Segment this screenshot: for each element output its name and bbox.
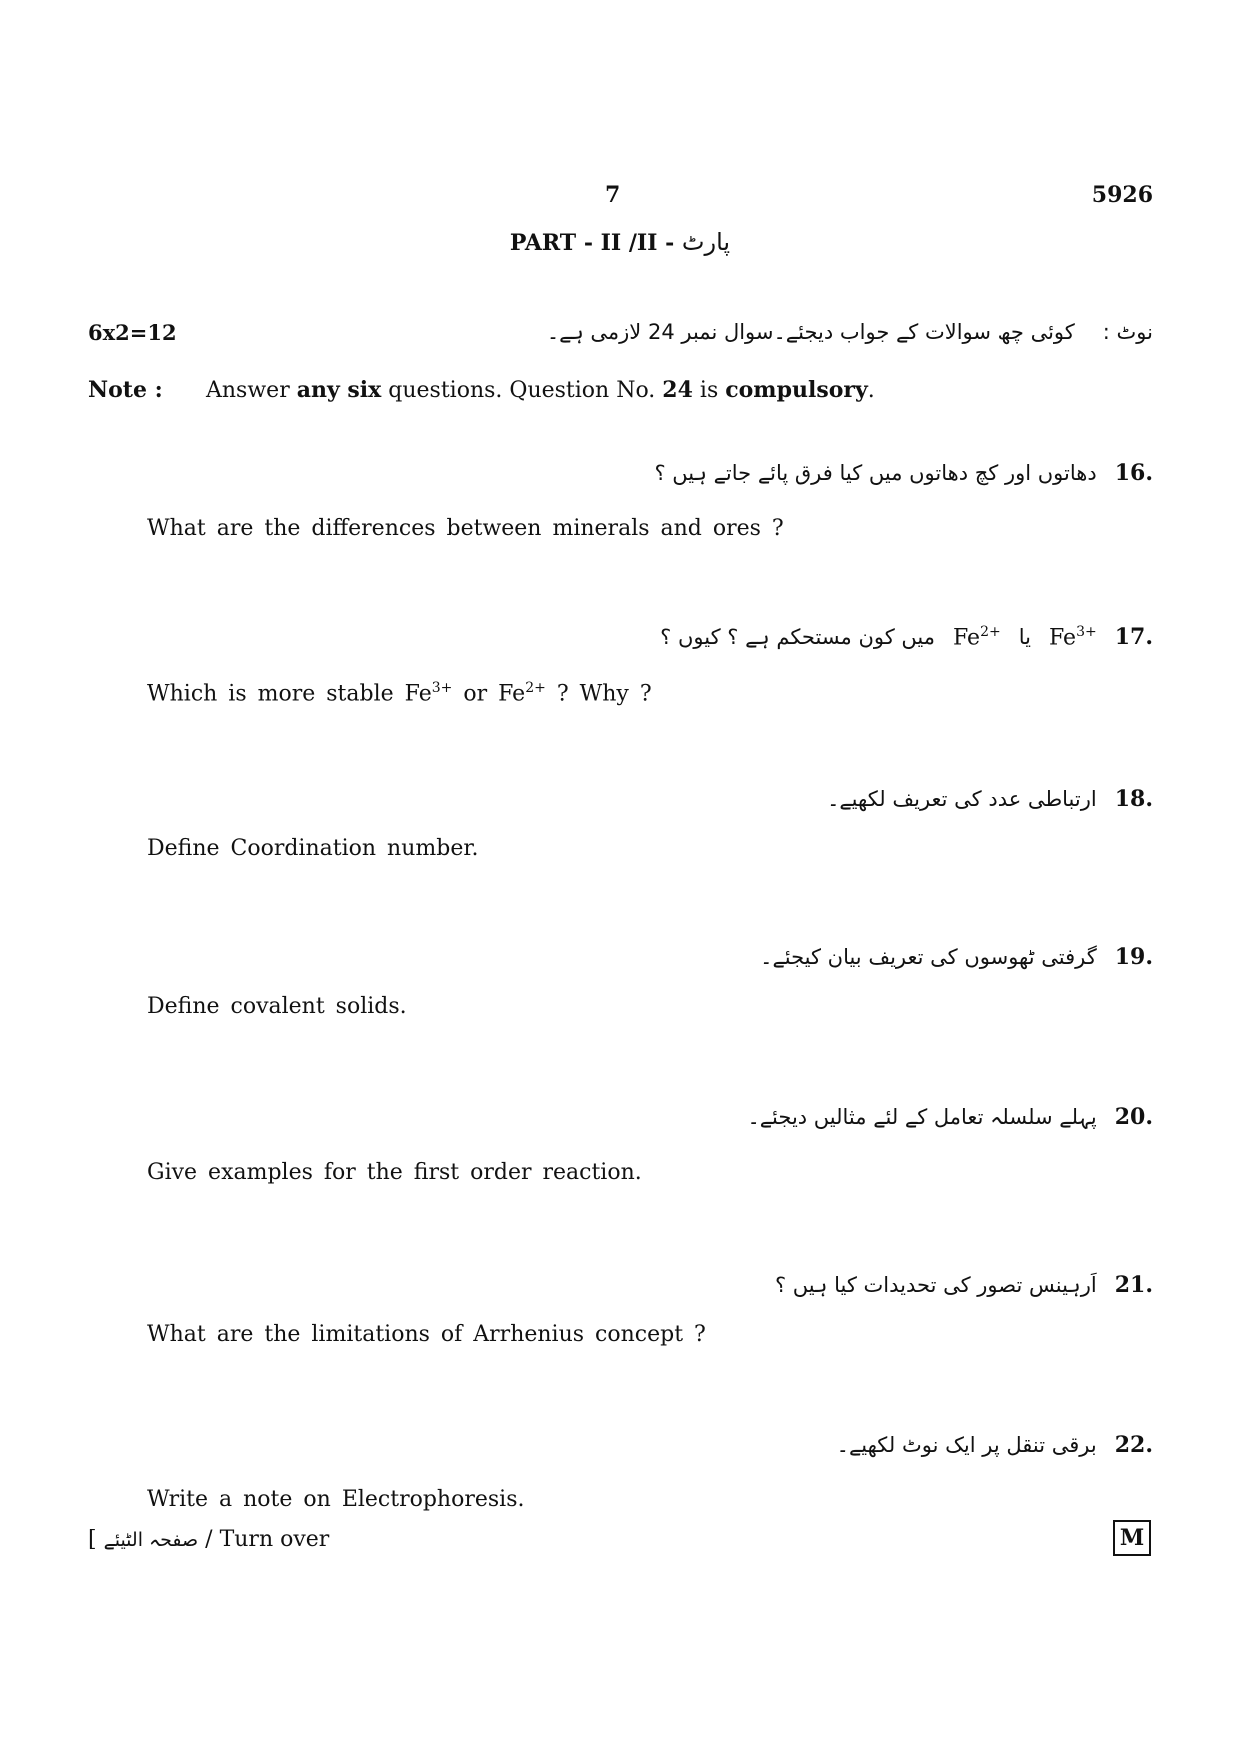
note-emphasis-number: 24 [662,377,693,403]
note-text: Answer [206,378,297,403]
question-text-urdu: دھاتوں اور کچ دھاتوں میں کیا فرق پائے جاتے ہیں ؟ [654,461,1097,485]
question-22-urdu [837,1432,1153,1458]
note-text: questions. Question No. [381,378,663,403]
question-number: 21. [1114,1272,1153,1298]
charge: 3+ [431,680,453,696]
charge: 3+ [1076,624,1097,640]
fe3-ion [1049,624,1097,650]
note-emphasis-count: any six [296,377,382,403]
charge: 2+ [980,624,1001,640]
question-18-urdu [827,786,1153,812]
question-text: Which is more stable Fe [147,681,432,707]
question-17-urdu [660,624,1153,650]
question-number: 16. [1114,460,1153,486]
charge: 2+ [525,680,546,696]
note-emphasis-compulsory: compulsory [725,377,868,403]
turn-over-urdu: صفحہ الٹیئے [103,1529,199,1551]
question-number: 19. [1114,944,1153,970]
question-19-urdu [760,944,1153,970]
question-16-english: What are the differences between minerals and ores ? [147,516,784,541]
question-20-english: Give examples for the first order reaction. [147,1160,642,1185]
question-21-urdu [775,1272,1153,1298]
medium-mark-box: M [1113,1520,1151,1556]
question-21-english: What are the limitations of Arrhenius concept ? [147,1322,706,1347]
question-text-urdu: گرفتی ٹھوسوں کی تعریف بیان کیجئے۔ [760,945,1097,969]
question-19-english: Define covalent solids. [147,994,407,1019]
turn-over-note [88,1527,329,1552]
question-20-urdu [747,1104,1153,1130]
question-text-urdu: میں کون مستحکم ہے ؟ کیوں ؟ [660,625,935,650]
question-number: 20. [1114,1104,1153,1130]
paper-code: 5926 [1091,182,1153,208]
question-number: 18. [1114,786,1153,812]
question-18-english: Define Coordination number. [147,836,479,861]
separator: / [198,1527,220,1552]
part-heading [0,228,1240,256]
question-16-urdu [654,460,1153,486]
question-text: ? Why ? [545,681,652,707]
marks-allocation: 6x2=12 [88,320,177,345]
question-text-urdu: یا [1018,625,1031,650]
question-number: 22. [1114,1432,1153,1458]
note-label-urdu: نوٹ : [1102,320,1153,344]
note-label-english: Note : [88,377,163,403]
note-text: . [867,378,875,403]
question-number: 17. [1114,624,1153,651]
turn-over-english: Turn over [219,1527,330,1552]
question-text-urdu: اَرہینس تصور کی تحدیدات کیا ہیں ؟ [774,1273,1097,1297]
part-heading-ur: پارٹ [681,228,731,256]
question-22-english: Write a note on Electrophoresis. [147,1487,525,1512]
note-text: is [692,378,726,403]
page-number: 7 [605,182,621,208]
note-text-urdu: کوئی چھ سوالات کے جواب دیجئے۔سوال نمبر 24 لازمی ہے۔ [546,320,1075,344]
question-17-english [147,680,652,706]
part-heading-en: PART - II /II - [509,230,682,256]
element-symbol: Fe [1048,625,1077,651]
note-english [88,377,875,403]
element-symbol: Fe [953,625,981,651]
note-urdu [433,320,1153,344]
question-text: or Fe [452,681,526,707]
bracket: [ [88,1527,104,1552]
question-text-urdu: پہلے سلسلہ تعامل کے لئے مثالیں دیجئے۔ [747,1105,1097,1129]
question-text-urdu: ارتباطی عدد کی تعریف لکھیے۔ [827,787,1097,811]
fe2-ion [953,624,1001,650]
question-text-urdu: برقی تنقل پر ایک نوٹ لکھیے۔ [836,1433,1097,1457]
